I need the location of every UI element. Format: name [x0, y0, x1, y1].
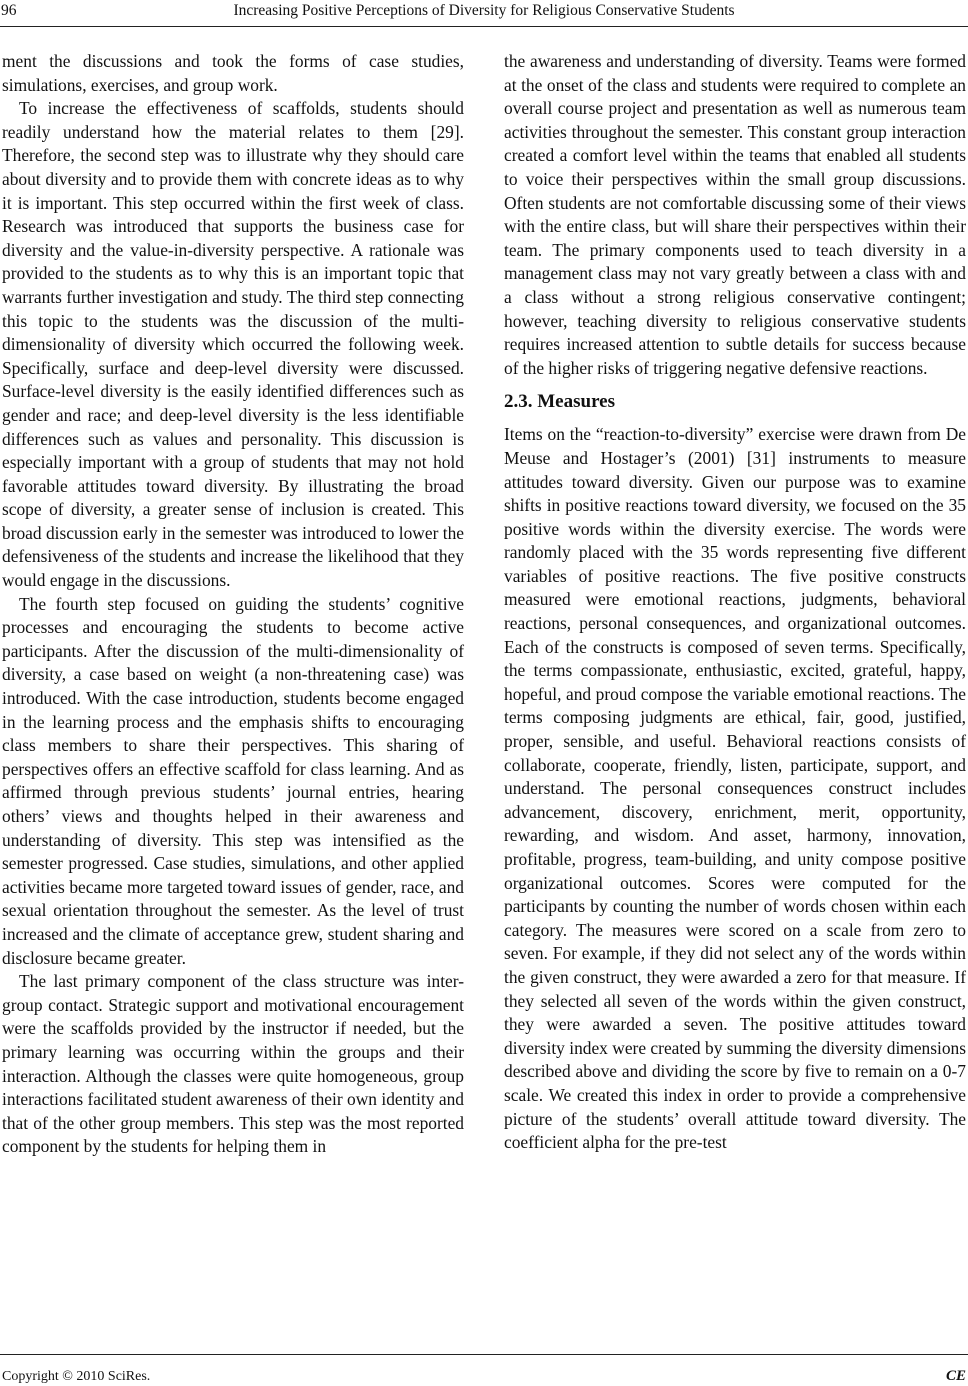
running-title: Increasing Positive Perceptions of Diversity for Religious Conservative Students	[233, 2, 735, 19]
body-paragraph: The last primary component of the class structure was inter-group contact. Strategic support and motivational encouragement were the scaffolds provided by the instructor if needed, but the primary learning was occurring within the groups and their interaction. Although the classes were quite homogeneous, group interactions facilitated student awareness of their own identity and that of the other group members. This step was the most reported component by the students for helping them in	[2, 971, 464, 1157]
body-paragraph: To increase the effectiveness of scaffolds, students should readily understand how the material relates to them [29]. Therefore, the second step was to illustrate why they should care about diversity and to provide them with concrete ideas as to why it is important. This step occurred within the first week of class. Research was introduced that supports the business case for diversity and the value-in-diversity perspective. A rationale was provided to the students as to why this is an important topic that warrants further investigation and study. The third step connecting this topic to the students was the discussion of the multi-dimensionality of diversity which occurred the following week. Specifically, surface and deep-level diversity were discussed. Surface-level diversity is the easily identified differences such as gender and race; and deep-level diversity is the less identifiable differences such as values and personality. This discussion is especially important with a group of students that may not hold favorable attitudes toward diversity. By illustrating the broad scope of diversity, a greater sense of inclusion is created. This broad discussion early in the semester was introduced to lower the defensiveness of the students and increase the likelihood that they would engage in the discussions.	[2, 98, 464, 591]
section-heading: 2.3. Measures	[504, 391, 615, 413]
page-footer	[0, 1354, 968, 1385]
body-paragraph: the awareness and understanding of diversity. Teams were formed at the onset of the class and students were required to complete an overall course project and presentation as well as numerous team activities throughout the semester. This constant group interaction created a comfort level within the teams that enabled all students to voice their perspectives within the small group discussions. Often students are not comfortable discussing some of their views with the entire class, but will share their perspectives within their team. The primary components used to teach diversity in a management class may not vary greatly between a class with and a class without a strong religious conservative contingent; however, teaching diversity to religious conservative students requires increased attention to subtle details for success because of the higher risks of triggering negative defensive reactions.	[504, 51, 966, 378]
page-header	[0, 0, 968, 27]
journal-abbreviation: CE	[945, 1368, 966, 1384]
body-paragraph: ment the discussions and took the forms of case studies, simulations, exercises, and group work.	[2, 51, 464, 95]
copyright-notice: Copyright © 2010 SciRes.	[2, 1369, 151, 1384]
page-number: 96	[1, 2, 17, 19]
right-column	[504, 50, 966, 1155]
left-column	[2, 50, 464, 1159]
body-paragraph: The fourth step focused on guiding the students’ cognitive processes and encouraging the students to become active participants. After the discussion of the multi-dimensionality of diversity, a case based on weight (a non-threatening case) was introduced. With the case introduction, students become engaged in the learning process and the emphasis shifts to encouraging class members to share their perspectives. This sharing of perspectives offers an effective scaffold for class learning. And as affirmed through previous students’ journal entries, hearing others’ views and thoughts helped in their awareness and understanding of diversity. This step was intensified as the semester progressed. Case studies, simulations, and other applied activities became more targeted toward issues of gender, race, and sexual orientation throughout the semester. As the level of trust increased and the climate of acceptance grew, student sharing and disclosure became greater.	[2, 593, 464, 968]
body-paragraph: Items on the “reaction-to-diversity” exercise were drawn from De Meuse and Hostager’s (2001) [31] instruments to measure attitudes toward diversity. Given our purpose was to examine shifts in positive reactions toward diversity, we focused on the 35 positive words within the diversity exercise. The words were randomly placed with the 35 words representing five different variables of positive reactions. The five positive constructs measured were emotional reactions, judgments, behavioral reactions, personal consequences, and organizational outcomes. Each of the constructs is composed of seven terms. Specifically, the terms compassionate, enthusiastic, excited, grateful, happy, hopeful, and proud compose the variable emotional reactions. The terms composing judgments are ethical, fair, good, justified, proper, sensible, and useful. Behavioral reactions consists of collaborate, cooperate, friendly, listen, participate, support, and understand. The personal consequences construct includes advancement, discovery, enrichment, merit, opportunity, rewarding, and wisdom. And asset, harmony, innovation, profitable, progress, team-building, and unity compose positive organizational outcomes. Scores were computed for the participants by counting the number of words chosen within each category. The measures were scored on a scale from zero to seven. For example, if they did not select any of the words within the given construct, they were awarded a zero for that measure. If they selected all seven of the words within the given construct, they were awarded a seven. The positive attitudes toward diversity index were created by summing the diversity dimensions described above and dividing the score by five to remain on a 0-7 scale. We created this index in order to provide a comprehensive picture of the students’ overall attitude toward diversity. The coefficient alpha for the pre-test	[504, 424, 966, 1153]
